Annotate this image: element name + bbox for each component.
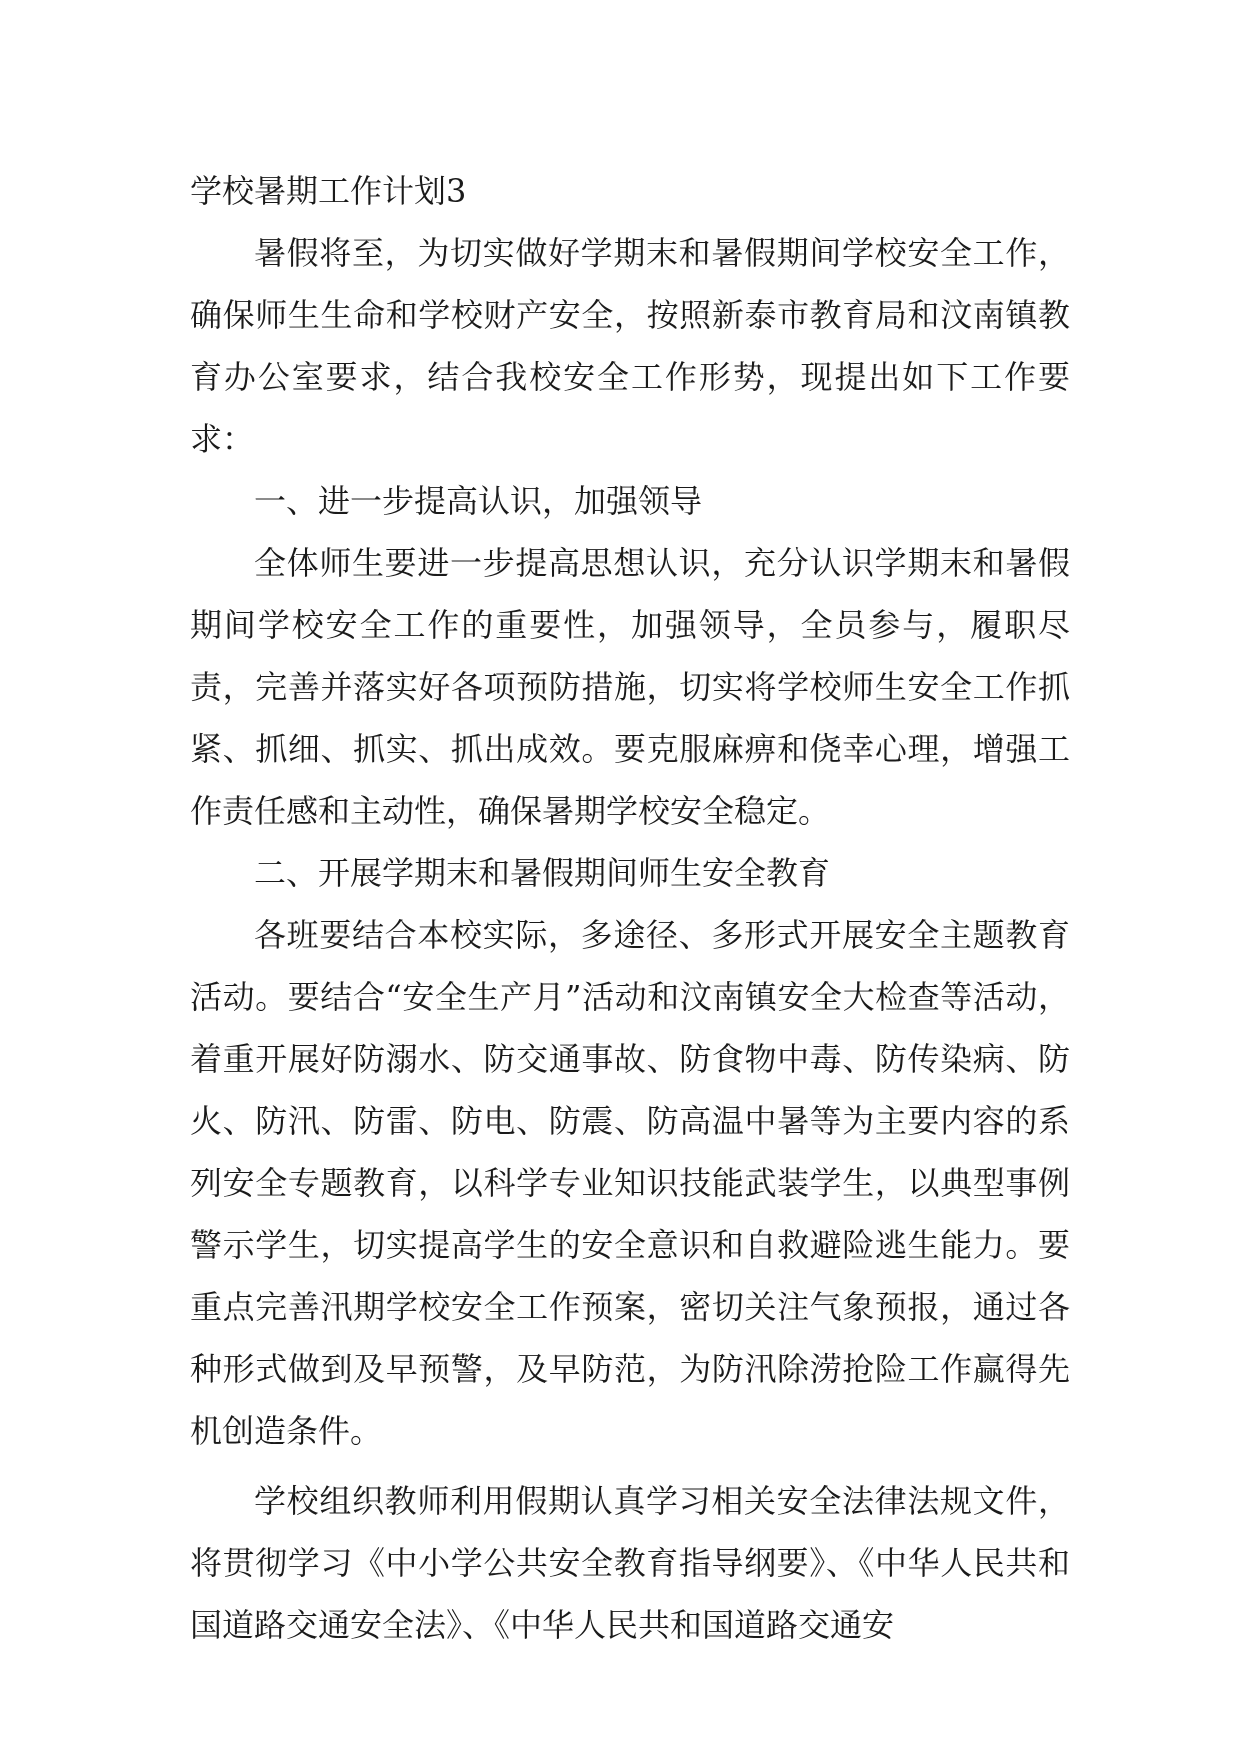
document-body (190, 160, 1070, 1656)
document-title: 学校暑期工作计划3 (190, 172, 467, 210)
section-heading-1: 一、进一步提高认识，加强领导 (254, 482, 703, 520)
paragraph-gap (190, 1462, 1070, 1470)
paragraph-section-2: 各班要结合本校实际，多途径、多形式开展安全主题教育活动。要结合“安全生产月”活动和汶南镇安全大检查等活动，着重开展好防溺水、防交通事故、防食物中毒、防传染病、防火、防汛、防雷、防电、防震、防高温中暑等为主要内容的系列安全专题教育，以科学专业知识技能武装学生，以典型事例警示学生，切实提高学生的安全意识和自救避险逃生能力。要重点完善汛期学校安全工作预案，密切关注气象预报，通过各种形式做到及早预警，及早防范，为防汛除涝抢险工作赢得先机创造条件。 (190, 916, 1070, 1450)
paragraph-section-2-cont: 学校组织教师利用假期认真学习相关安全法律法规文件，将贯彻学习《中小学公共安全教育指导纲要》、《中华人民共和国道路交通安全法》、《中华人民共和国道路交通安 (190, 1482, 1070, 1644)
paragraph-intro: 暑假将至，为切实做好学期末和暑假期间学校安全工作，确保师生生命和学校财产安全，按照新泰市教育局和汶南镇教育办公室要求，结合我校安全工作形势，现提出如下工作要求： (190, 234, 1070, 458)
section-heading-2: 二、开展学期末和暑假期间师生安全教育 (254, 854, 831, 892)
paragraph-section-1: 全体师生要进一步提高思想认识，充分认识学期末和暑假期间学校安全工作的重要性，加强领导，全员参与，履职尽责，完善并落实好各项预防措施，切实将学校师生安全工作抓紧、抓细、抓实、抓出成效。要克服麻痹和侥幸心理，增强工作责任感和主动性，确保暑期学校安全稳定。 (190, 544, 1070, 830)
